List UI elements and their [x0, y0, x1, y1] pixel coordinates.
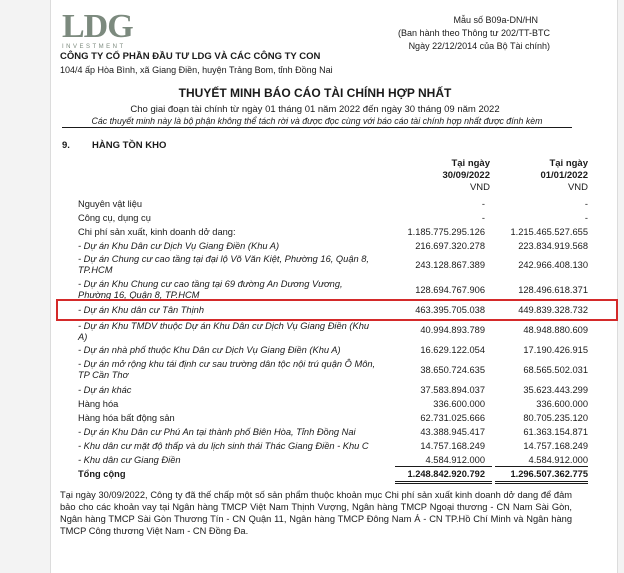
total-label: Tổng cộng	[78, 469, 126, 479]
form-date: Ngày 22/12/2014 của Bộ Tài chính)	[408, 41, 550, 51]
row-value-prior: 242.966.408.130	[518, 260, 588, 270]
row-value-current: 16.629.122.054	[420, 345, 485, 355]
row-label: Hàng hóa bất động sản	[78, 413, 175, 423]
highlight-box	[56, 299, 618, 321]
row-value-current: 243.128.867.389	[415, 260, 485, 270]
total-rule	[395, 481, 492, 482]
row-value-current: 14.757.168.249	[420, 441, 485, 451]
row-value-current: 43.388.945.417	[420, 427, 485, 437]
row-label: - Dự án Khu Dân cư Dịch Vụ Giang Điền (Khu A)	[78, 241, 280, 251]
row-value-current: -	[481, 213, 485, 223]
row-value-current: 38.650.724.635	[420, 365, 485, 375]
row-value-prior: 449.839.328.732	[518, 305, 588, 315]
column-header-prior	[508, 158, 588, 194]
row-value-prior: -	[584, 199, 588, 209]
total-rule	[495, 481, 588, 482]
section-title: HÀNG TỒN KHO	[92, 140, 167, 151]
row-label: - Dự án Khu Chung cư cao tầng tại 69 đường An Dương Vương, Phường 16, Quận 8, TP.HCM	[78, 279, 343, 299]
subtotal-rule	[395, 466, 492, 467]
form-reference	[330, 14, 550, 53]
footer-paragraph: Tại ngày 30/09/2022, Công ty đã thế chấp một số sản phẩm thuộc khoản mục Chi phí sản xuất kinh doanh dở dang để đảm bảo cho các khoản vay tại Ngân hàng TMCP Việt Nam Thịnh Vượng, Ngân hàng TMCP Ngoại thương - CN Nam Sài Gòn, Ngân hàng TMCP Sài Gòn Thương Tín - CN Quận 11, Ngân hàng TMCP Đông Nam Á - CN TP.Hồ Chí Minh và Ngân hàng TMCP Công thương Việt Nam - CN Đồng Đa.	[60, 490, 572, 536]
row-label: - Dự án Khu dân cư Tân Thịnh	[78, 305, 204, 315]
row-value-prior: 35.623.443.299	[523, 385, 588, 395]
column-header-date: 01/01/2022	[540, 170, 588, 181]
disclaimer-note: Các thuyết minh này là bộ phận không thể tách rời và được đọc cùng với báo cáo tài chính hợp nhất được đính kèm	[62, 116, 572, 128]
row-value-prior: 48.948.880.609	[523, 325, 588, 335]
row-value-prior: 61.363.154.871	[523, 427, 588, 437]
row-value-prior: -	[584, 213, 588, 223]
row-value-prior: 1.215.465.527.655	[510, 227, 588, 237]
page-title: THUYẾT MINH BÁO CÁO TÀI CHÍNH HỢP NHẤT	[178, 86, 452, 100]
row-value-prior: 80.705.235.120	[523, 413, 588, 423]
row-label: Nguyên vật liệu	[78, 199, 143, 209]
row-label: - Dự án Khu Dân cư Phú An tại thành phố Biên Hòa, Tỉnh Đồng Nai	[78, 427, 356, 437]
company-address: 104/4 ấp Hòa Bình, xã Giang Điền, huyện Trảng Bom, tỉnh Đồng Nai	[60, 65, 333, 75]
row-label: - Dự án mở rộng khu tái định cư sau trường dân tộc nội trú quận Ô Môn, TP Cần Thơ	[78, 359, 376, 380]
logo-mark: LDG	[62, 8, 133, 45]
row-value-prior: 336.600.000	[536, 399, 588, 409]
row-label: - Dự án Khu TMDV thuộc Dự án Khu Dân cư Dịch Vụ Giang Điền (Khu A)	[78, 321, 370, 342]
total-rule	[495, 483, 588, 484]
reporting-period: Cho giai đoạn tài chính từ ngày 01 tháng 01 năm 2022 đến ngày 30 tháng 09 năm 2022	[130, 104, 500, 115]
row-label: - Khu dân cư mặt độ thấp và du lịch sinh thái Thác Giang Điền - Khu C	[78, 441, 369, 451]
row-value-current: 336.600.000	[433, 399, 485, 409]
row-value-current: 128.694.767.906	[415, 285, 485, 295]
company-logo	[62, 10, 132, 51]
row-value-prior: 128.496.618.371	[518, 285, 588, 295]
row-value-prior: 223.834.919.568	[518, 241, 588, 251]
section-number: 9.	[62, 140, 70, 151]
total-value-prior: 1.296.507.362.775	[510, 469, 588, 479]
row-value-current: -	[481, 199, 485, 209]
row-value-current: 463.395.705.038	[415, 305, 485, 315]
row-value-current: 62.731.025.666	[420, 413, 485, 423]
column-header-unit: VND	[567, 182, 588, 193]
row-value-prior: 68.565.502.031	[523, 365, 588, 375]
row-value-current: 216.697.320.278	[415, 241, 485, 251]
subtotal-rule	[495, 466, 588, 467]
form-code: Mẫu số B09a-DN/HN	[453, 15, 538, 25]
column-header-label: Tại ngày	[451, 158, 490, 169]
column-header-unit: VND	[469, 182, 490, 193]
total-value-current: 1.248.842.920.792	[407, 469, 485, 479]
row-label: - Dự án khác	[78, 385, 132, 395]
column-header-date: 30/09/2022	[442, 170, 490, 181]
company-name: CÔNG TY CỔ PHẦN ĐẦU TƯ LDG VÀ CÁC CÔNG TY CON	[60, 51, 321, 62]
row-value-current: 4.584.912.000	[425, 455, 485, 465]
form-issued: (Ban hành theo Thông tư 202/TT-BTC	[398, 28, 550, 38]
total-rule	[395, 483, 492, 484]
row-label: - Khu dân cư Giang Điền	[78, 455, 181, 465]
row-label: - Dự án Chung cư cao tầng tại đại lộ Võ Văn Kiệt, Phường 16, Quận 8, TP.HCM	[78, 254, 370, 275]
row-label: Công cụ, dụng cụ	[78, 213, 151, 223]
row-value-prior: 17.190.426.915	[523, 345, 588, 355]
row-label: - Dự án nhà phố thuộc Khu Dân cư Dịch Vụ Giang Điền (Khu A)	[78, 345, 341, 355]
logo-subtitle: INVESTMENT	[62, 44, 126, 50]
row-value-current: 40.994.893.789	[420, 325, 485, 335]
row-label: Hàng hóa	[78, 399, 119, 409]
column-header-label: Tại ngày	[549, 158, 588, 169]
row-value-prior: 4.584.912.000	[528, 455, 588, 465]
row-value-current: 1.185.775.295.126	[407, 227, 485, 237]
row-label: Chi phí sản xuất, kinh doanh dở dang:	[78, 227, 236, 237]
row-value-current: 37.583.894.037	[420, 385, 485, 395]
row-value-prior: 14.757.168.249	[523, 441, 588, 451]
column-header-current	[410, 158, 490, 194]
